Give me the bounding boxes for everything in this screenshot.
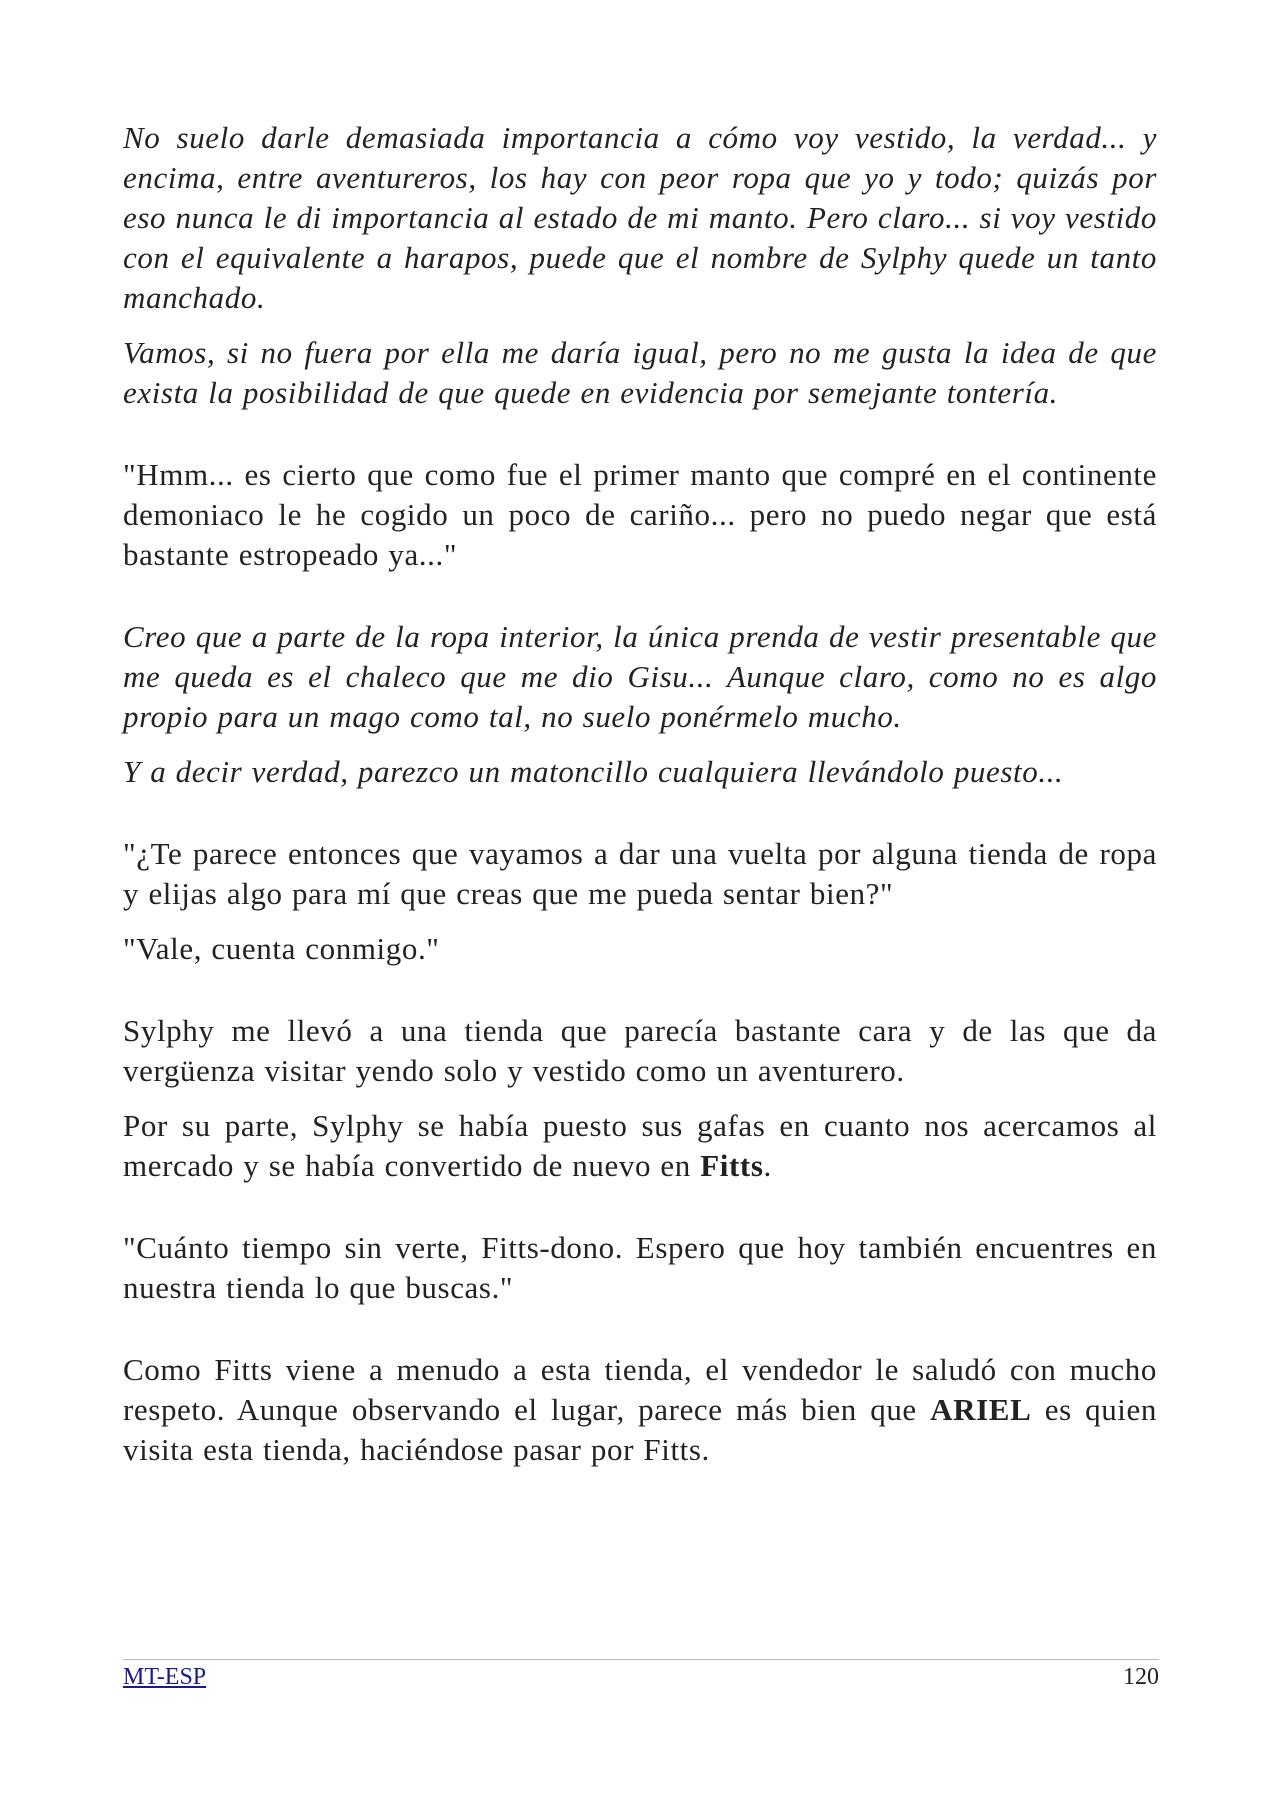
paragraph-text: "Vale, cuenta conmigo." [123, 931, 440, 966]
bold-name-fitts: Fitts [700, 1148, 764, 1183]
paragraph-1 [123, 118, 1157, 318]
paragraph-text: "¿Te parece entonces que vayamos a dar una vuelta por alguna tienda de ropa y elijas algo para mí que creas que me pueda sentar bien?" [123, 836, 1157, 911]
paragraph-4 [123, 617, 1157, 737]
paragraph-text: Vamos, si no fuera por ella me daría igual, pero no me gusta la idea de que exista la posibilidad de que quede en evidencia por semejante tontería. [123, 335, 1157, 410]
paragraph-text: Y a decir verdad, parezco un matoncillo cualquiera llevándolo puesto... [123, 754, 1064, 789]
page-number: 120 [1123, 1664, 1159, 1690]
paragraph-10 [123, 1228, 1157, 1308]
paragraph-5 [123, 752, 1157, 792]
page-footer [123, 1659, 1159, 1692]
paragraph-text: Sylphy me llevó a una tienda que parecía bastante cara y de las que da vergüenza visitar yendo solo y vestido como un aventurero. [123, 1013, 1157, 1088]
paragraph-7 [123, 929, 1157, 969]
paragraph-text: No suelo darle demasiada importancia a cómo voy vestido, la verdad... y encima, entre aventureros, los hay con peor ropa que yo y todo; quizás por eso nunca le di importancia al estado de mi manto. Pero claro... si voy vestido con el equivalente a harapos, puede que el nombre de Sylphy quede un tanto manchado. [123, 120, 1157, 315]
paragraph-text: es quien visita esta tienda, haciéndose pasar por Fitts. [123, 1392, 1157, 1467]
paragraph-6 [123, 834, 1157, 914]
paragraph-8 [123, 1011, 1157, 1091]
footer-site-link[interactable]: MT-ESP [123, 1664, 207, 1690]
footer-row [123, 1660, 1159, 1692]
paragraph-3 [123, 455, 1157, 575]
paragraph-text: Como Fitts viene a menudo a esta tienda, el vendedor le saludó con mucho respeto. Aunque observando el lugar, parece más bien que [123, 1352, 1157, 1427]
paragraph-9 [123, 1106, 1157, 1186]
paragraph-11 [123, 1350, 1157, 1470]
paragraph-text: Por su parte, Sylphy se había puesto sus gafas en cuanto nos acercamos al mercado y se había convertido de nuevo en [123, 1108, 1157, 1183]
paragraph-2 [123, 333, 1157, 413]
bold-name-ariel: ARIEL [930, 1392, 1032, 1427]
paragraph-text: "Cuánto tiempo sin verte, Fitts-dono. Espero que hoy también encuentres en nuestra tienda lo que buscas." [123, 1230, 1157, 1305]
paragraph-text: Creo que a parte de la ropa interior, la única prenda de vestir presentable que me queda es el chaleco que me dio Gisu... Aunque claro, como no es algo propio para un mago como tal, no suelo ponérmelo mucho. [123, 619, 1157, 734]
body-text [123, 118, 1157, 1470]
paragraph-text: "Hmm... es cierto que como fue el primer manto que compré en el continente demoniaco le he cogido un poco de cariño... pero no puedo negar que está bastante estropeado ya..." [123, 457, 1157, 572]
paragraph-text: . [763, 1148, 772, 1183]
